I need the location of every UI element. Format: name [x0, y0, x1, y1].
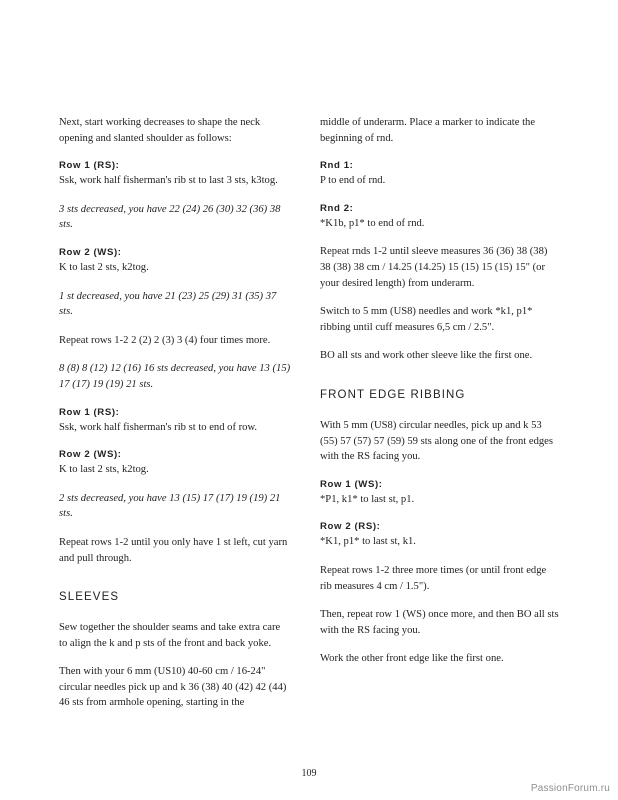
- row-2-ws-instruction-2: K to last 2 sts, k2tog.: [59, 464, 149, 476]
- front-row-1-ws-heading: Row 1 (WS):: [320, 478, 383, 490]
- intro-paragraph: Next, start working decreases to shape the neck opening and slanted shoulder as follows:: [59, 117, 261, 144]
- page-number: 109: [301, 768, 317, 779]
- repeat-note: 8 (8) 8 (12) 12 (16) 16 sts decreased, you have 13 (15) 17 (17) 19 (19) 21 sts.: [59, 363, 291, 390]
- row-2-ws-note: 1 st decreased, you have 21 (23) 25 (29) 31 (35) 37 sts.: [59, 290, 277, 318]
- watermark: PassionForum.ru: [530, 783, 610, 794]
- rnd-2-heading: Rnd 2:: [320, 202, 354, 214]
- front-edge-ribbing-heading: FRONT EDGE RIBBING: [320, 388, 466, 401]
- sleeves-heading: SLEEVES: [59, 591, 120, 604]
- other-front-edge-instruction: Work the other front edge like the first one.: [320, 653, 504, 665]
- right-column: [320, 115, 560, 680]
- repeat-rnds-instruction: Repeat rnds 1-2 until sleeve measures 36 (36) 38 (38) 38 (38) 38 cm / 14.25 (14.25) 15 (15) 15 (15) 15" (or your desired length) from underarm.: [320, 246, 548, 289]
- rnd-2-instruction: *K1b, p1* to end of rnd.: [320, 217, 425, 229]
- sleeves-paragraph-2: Then with your 6 mm (US10) 40-60 cm / 16-24" circular needles pick up and k 36 (38) 40 (42) 42 (44) 46 sts from armhole opening, starting in the: [59, 666, 287, 709]
- row-1-rs-instruction: Ssk, work half fisherman's rib st to last 3 sts, k3tog.: [59, 175, 278, 187]
- front-row-2-rs-instruction: *K1, p1* to last st, k1.: [320, 536, 416, 548]
- front-row-2-rs-heading: Row 2 (RS):: [320, 521, 381, 533]
- row-1-rs-instruction-2: Ssk, work half fisherman's rib st to end of row.: [59, 421, 258, 433]
- switch-needles-instruction: Switch to 5 mm (US8) needles and work *k1, p1* ribbing until cuff measures 6,5 cm / 2.5".: [320, 306, 533, 333]
- row-2-ws-heading-2: Row 2 (WS):: [59, 449, 122, 461]
- sleeves-paragraph-1: Sew together the shoulder seams and take extra care to align the k and p sts of the front and back yoke.: [59, 622, 281, 649]
- bind-off-instruction: BO all sts and work other sleeve like the first one.: [320, 350, 533, 362]
- row-2-ws-heading: Row 2 (WS):: [59, 246, 122, 258]
- rnd-1-instruction: P to end of rnd.: [320, 175, 386, 187]
- front-edge-paragraph: With 5 mm (US8) circular needles, pick up and k 53 (55) 57 (57) 57 (59) 59 sts along one of the front edges with the RS facing you.: [320, 419, 554, 463]
- front-row-1-ws-instruction: *P1, k1* to last st, p1.: [320, 493, 415, 505]
- repeat-until-instruction: Repeat rows 1-2 until you only have 1 st left, cut yarn and pull through.: [59, 536, 288, 564]
- row-1-rs-note: 3 sts decreased, you have 22 (24) 26 (30) 32 (36) 38 sts.: [59, 203, 281, 231]
- front-bind-off-instruction: Then, repeat row 1 (WS) once more, and then BO all sts with the RS facing you.: [320, 609, 559, 636]
- row-2-ws-instruction: K to last 2 sts, k2tog.: [59, 261, 149, 273]
- front-repeat-instruction: Repeat rows 1-2 three more times (or until front edge rib measures 4 cm / 1.5").: [320, 564, 547, 592]
- rnd-1-heading: Rnd 1:: [320, 160, 354, 172]
- row-1-rs-heading: Row 1 (RS):: [59, 160, 120, 172]
- repeat-instruction: Repeat rows 1-2 2 (2) 2 (3) 3 (4) four times more.: [59, 334, 271, 346]
- row-2-ws-note-2: 2 sts decreased, you have 13 (15) 17 (17) 19 (19) 21 sts.: [59, 492, 281, 520]
- left-column: [59, 115, 291, 724]
- sleeves-continuation: middle of underarm. Place a marker to indicate the beginning of rnd.: [320, 117, 536, 144]
- row-1-rs-heading-2: Row 1 (RS):: [59, 406, 120, 418]
